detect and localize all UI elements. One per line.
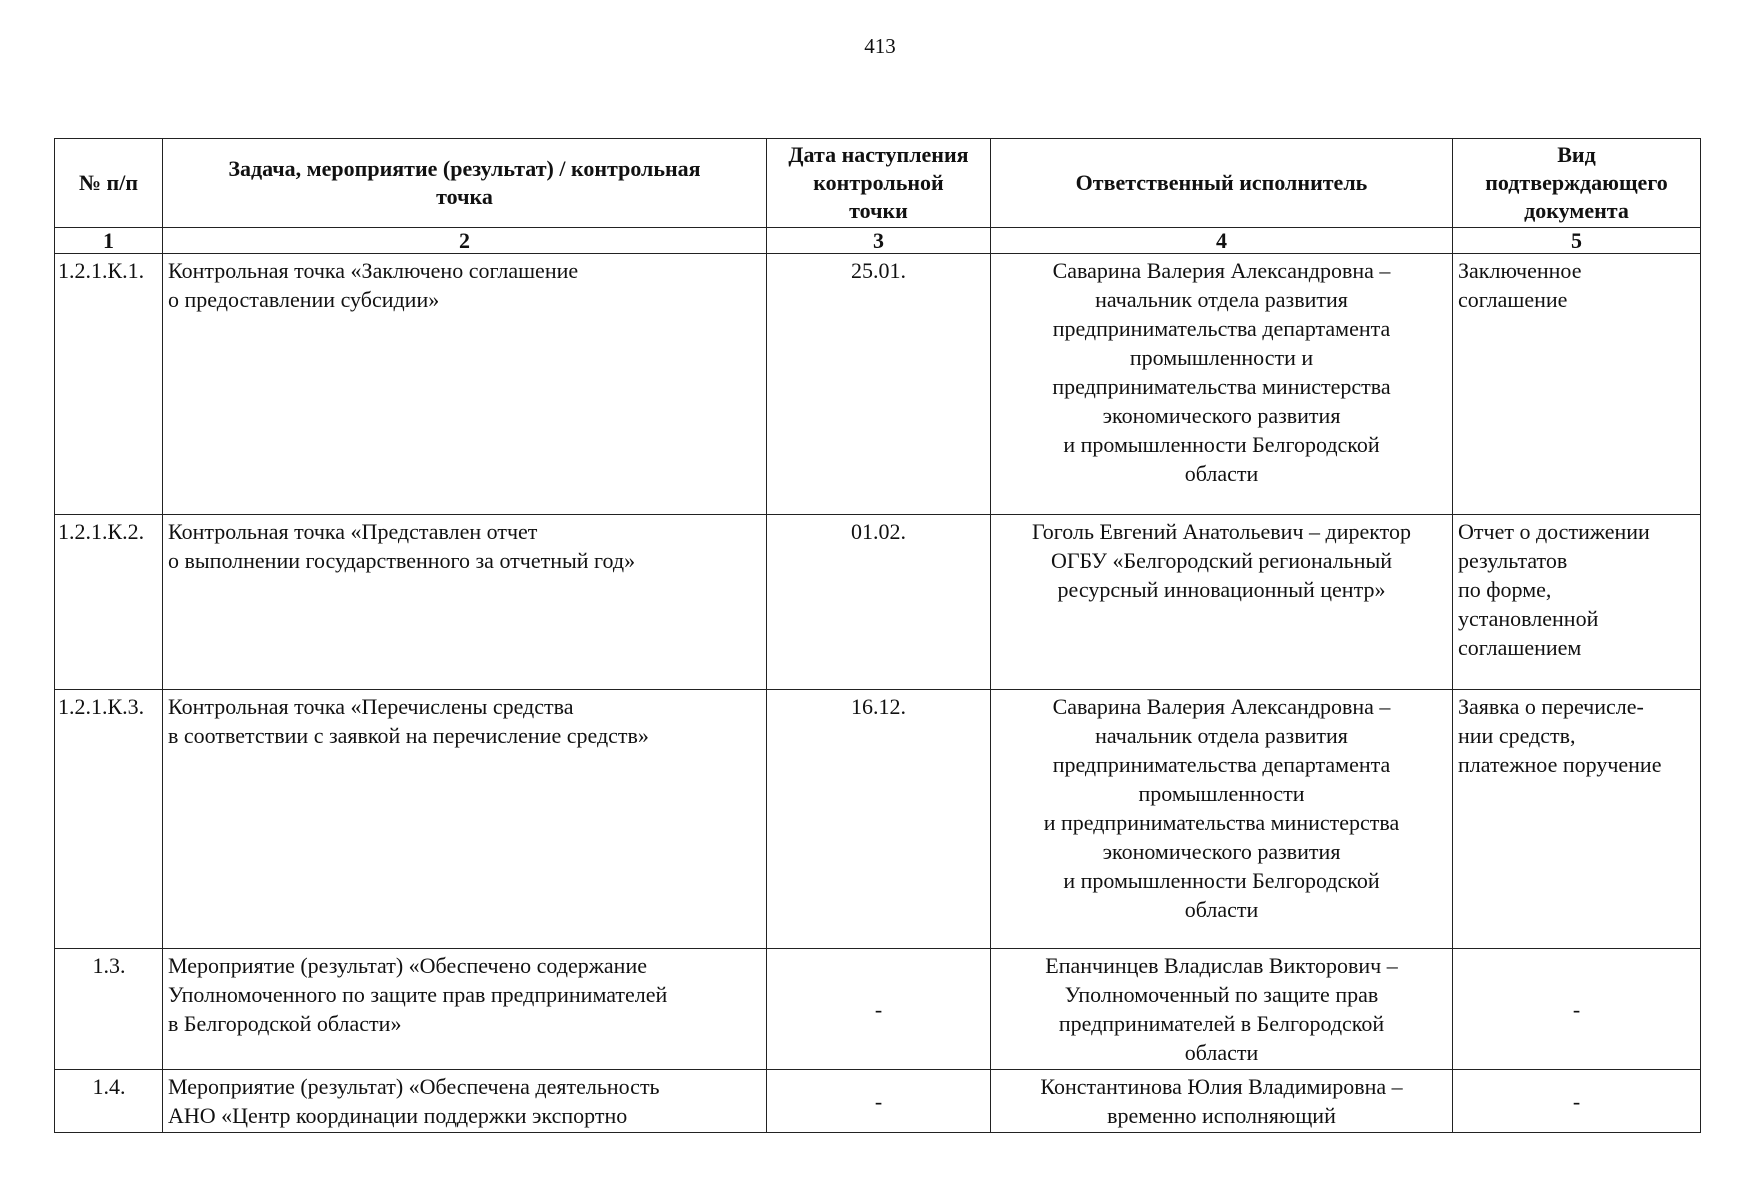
executor-text: Саварина Валерия Александровна – [1052, 694, 1391, 719]
task-text: о предоставлении субсидии» [168, 287, 440, 312]
column-number: 4 [991, 228, 1453, 254]
header-text: Задача, мероприятие (результат) / контрольная [228, 156, 701, 181]
executor-text: Константинова Юлия Владимировна – [1040, 1074, 1403, 1099]
table-row [55, 1070, 1701, 1133]
executor-cell [991, 690, 1453, 949]
document-cell [1453, 515, 1701, 690]
task-text: Контрольная точка «Представлен отчет [168, 519, 538, 544]
row-number: 1.2.1.К.2. [55, 515, 163, 690]
table-row [55, 515, 1701, 690]
executor-text: области [1184, 897, 1259, 922]
executor-cell [991, 254, 1453, 515]
document-cell: - [1453, 1070, 1701, 1133]
date-cell: 25.01. [767, 254, 991, 515]
header-text: № п/п [78, 170, 139, 195]
task-text: в Белгородской области» [168, 1011, 402, 1036]
document-text: нии средств, [1458, 723, 1576, 748]
executor-text: начальник отдела развития [1095, 287, 1348, 312]
row-number: 1.4. [55, 1070, 163, 1133]
executor-cell [991, 515, 1453, 690]
executor-text: начальник отдела развития [1095, 723, 1348, 748]
date-cell: - [767, 1070, 991, 1133]
header-text: документа [1524, 198, 1629, 223]
task-cell [163, 254, 767, 515]
document-text: по форме, [1458, 577, 1552, 602]
executor-text: ресурсный инновационный центр» [1057, 577, 1386, 602]
header-text: Вид [1557, 142, 1596, 167]
executor-cell [991, 949, 1453, 1070]
header-col-date [767, 139, 991, 228]
executor-text: промышленности [1138, 781, 1305, 806]
document-cell [1453, 254, 1701, 515]
task-text: Мероприятие (результат) «Обеспечена деятельность [168, 1074, 660, 1099]
column-number: 2 [163, 228, 767, 254]
executor-text: экономического развития [1102, 839, 1341, 864]
task-text: о выполнении государственного за отчетный год» [168, 548, 636, 573]
header-col-executor [991, 139, 1453, 228]
document-text: результатов [1458, 548, 1568, 573]
header-col-document [1453, 139, 1701, 228]
header-text: контрольной [813, 170, 944, 195]
executor-text: предпринимательства департамента [1052, 316, 1391, 341]
date-cell: 01.02. [767, 515, 991, 690]
executor-text: и промышленности Белгородской [1063, 432, 1380, 457]
task-cell [163, 949, 767, 1070]
executor-text: Саварина Валерия Александровна – [1052, 258, 1391, 283]
executor-text: области [1184, 1040, 1259, 1065]
document-text: соглашением [1458, 635, 1582, 660]
row-number: 1.3. [55, 949, 163, 1070]
column-number: 1 [55, 228, 163, 254]
executor-text: предпринимателей в Белгородской [1058, 1011, 1385, 1036]
task-text: Уполномоченного по защите прав предпринимателей [168, 982, 668, 1007]
document-text: Отчет о достижении [1458, 519, 1650, 544]
executor-text: ОГБУ «Белгородский региональный [1050, 548, 1393, 573]
header-text: Ответственный исполнитель [1075, 170, 1368, 195]
task-text: Контрольная точка «Заключено соглашение [168, 258, 579, 283]
document-text: Заявка о перечисле- [1458, 694, 1644, 719]
page-number: 413 [864, 34, 896, 58]
column-number: 5 [1453, 228, 1701, 254]
document-cell: - [1453, 949, 1701, 1070]
task-cell [163, 515, 767, 690]
task-text: Контрольная точка «Перечислены средства [168, 694, 574, 719]
executor-text: временно исполняющий [1107, 1103, 1336, 1128]
column-number: 3 [767, 228, 991, 254]
task-cell [163, 690, 767, 949]
executor-text: Епанчинцев Владислав Викторович – [1045, 953, 1398, 978]
header-text: подтверждающего [1485, 170, 1668, 195]
table-row [55, 949, 1701, 1070]
row-number: 1.2.1.К.3. [55, 690, 163, 949]
executor-cell [991, 1070, 1453, 1133]
executor-text: экономического развития [1102, 403, 1341, 428]
date-cell: 16.12. [767, 690, 991, 949]
row-number: 1.2.1.К.1. [55, 254, 163, 515]
table-row [55, 254, 1701, 515]
executor-text: предпринимательства департамента [1052, 752, 1391, 777]
executor-text: и промышленности Белгородской [1063, 868, 1380, 893]
task-cell [163, 1070, 767, 1133]
column-number-row [55, 228, 1701, 254]
header-col-number [55, 139, 163, 228]
document-text: установленной [1458, 606, 1599, 631]
header-text: Дата наступления [788, 142, 969, 167]
date-cell: - [767, 949, 991, 1070]
document-cell [1453, 690, 1701, 949]
task-text: АНО «Центр координации поддержки экспортно [168, 1103, 628, 1128]
task-text: в соответствии с заявкой на перечисление средств» [168, 723, 649, 748]
executor-text: предпринимательства министерства [1052, 374, 1391, 399]
document-text: Заключенное [1458, 258, 1582, 283]
executor-text: и предпринимательства министерства [1043, 810, 1400, 835]
table-row [55, 690, 1701, 949]
document-text: соглашение [1458, 287, 1568, 312]
control-points-table [54, 138, 1701, 1133]
header-text: точки [849, 198, 908, 223]
executor-text: области [1184, 461, 1259, 486]
document-text: платежное поручение [1458, 752, 1662, 777]
executor-text: Уполномоченный по защите прав [1064, 982, 1379, 1007]
executor-text: Гоголь Евгений Анатольевич – директор [1032, 519, 1411, 544]
executor-text: промышленности и [1129, 345, 1314, 370]
header-row [55, 139, 1701, 228]
task-text: Мероприятие (результат) «Обеспечено содержание [168, 953, 647, 978]
header-text: точка [436, 184, 493, 209]
header-col-task [163, 139, 767, 228]
